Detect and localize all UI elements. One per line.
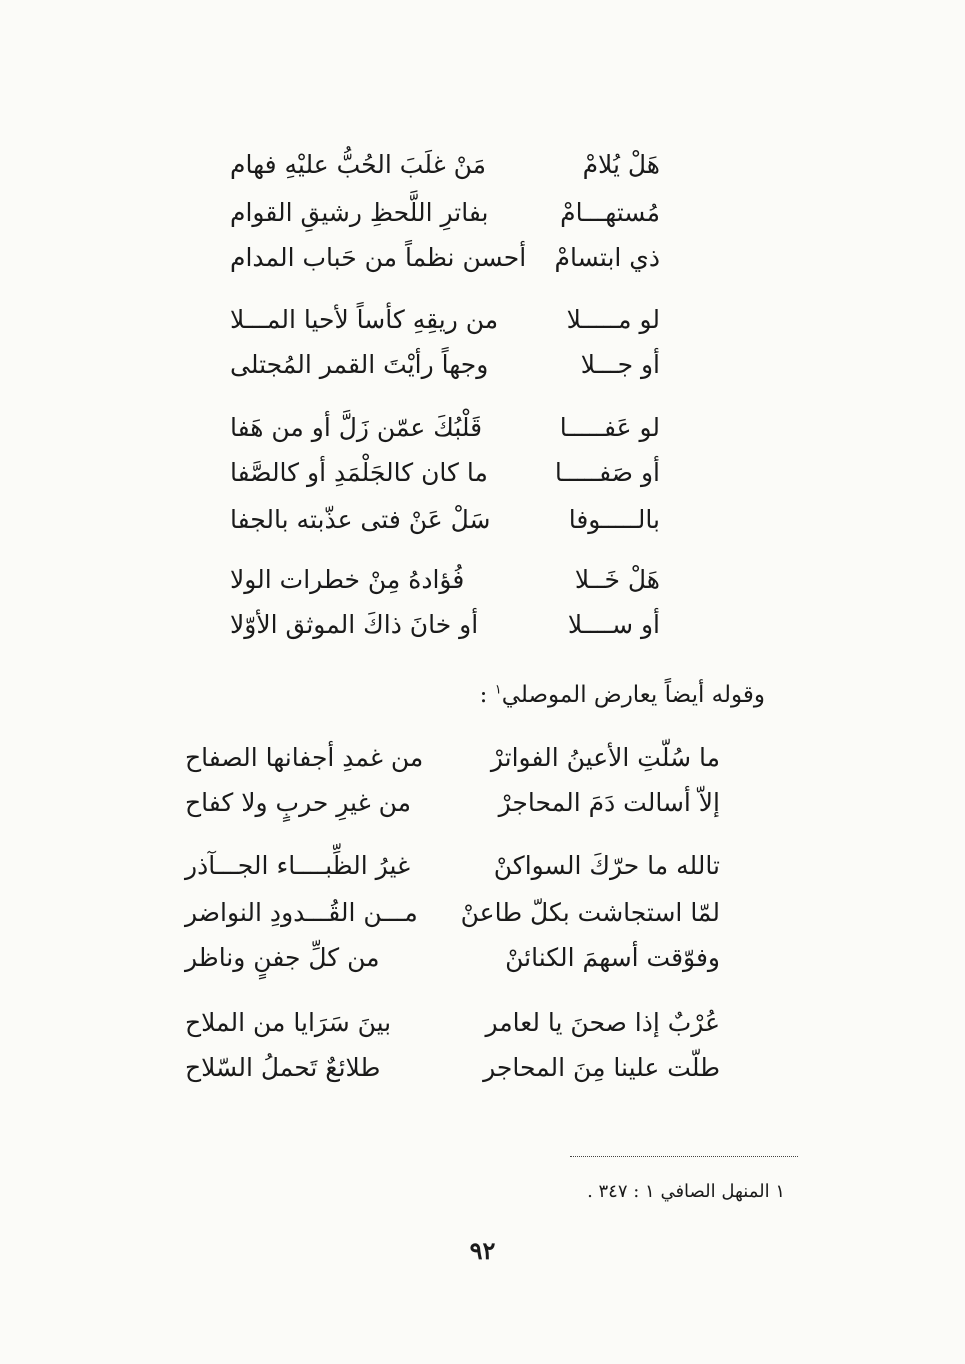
verse-first-hemistich: ما سُلّتِ الأعينُ الفواترْ bbox=[490, 743, 720, 772]
footnote-reference: ١ bbox=[494, 682, 502, 698]
verse-second-hemistich: من غمدِ أجفانها الصفاح bbox=[185, 743, 424, 772]
verse-first-hemistich: طلّت علينا مِنَ المحاجر bbox=[483, 1053, 720, 1082]
verse-first-hemistich: لمّا استجاشت بكلّ طاعنْ bbox=[460, 898, 720, 927]
verse-second-hemistich: من ريقِهِ كأساً لأحيا المـــلا bbox=[230, 305, 499, 334]
verse-second-hemistich: فُؤادهُ مِنْ خطرات الولا bbox=[230, 565, 465, 594]
verse-second-hemistich: طلائعٌ تَحملُ السّلاح bbox=[185, 1053, 381, 1082]
page-number: ٩٢ bbox=[469, 1236, 496, 1265]
verse-second-hemistich: أحسن نظماً من حَباب المدام bbox=[230, 243, 527, 272]
verse-second-hemistich: بينَ سَرَايا من الملاح bbox=[185, 1008, 392, 1037]
intro-colon: : bbox=[479, 682, 495, 708]
verse-first-hemistich: تالله ما حرّكَ السواكنْ bbox=[493, 851, 720, 880]
verse-second-hemistich: أو خانَ ذاكَ الموثق الأوّلا bbox=[230, 610, 479, 639]
footnote: ١ المنهل الصافي ١ : ٣٤٧ . bbox=[587, 1181, 785, 1202]
verse-second-hemistich: غيرُ الظِّبــــاء الجـــآذر bbox=[185, 851, 411, 880]
verse-second-hemistich: بفاترِ اللَّحظِ رشيقِ القوام bbox=[230, 198, 489, 227]
verse-first-hemistich: أو جـــلا bbox=[580, 350, 660, 379]
verse-first-hemistich: وفوّقت أسهمَ الكنائنْ bbox=[505, 943, 720, 972]
verse-first-hemistich: عُرْبٌ إذا صحنَ يا لعامر bbox=[485, 1008, 720, 1037]
verse-first-hemistich: لو عَفـــــا bbox=[559, 413, 660, 442]
verse-first-hemistich: لو مـــــلا bbox=[566, 305, 660, 334]
footnote-divider bbox=[570, 1156, 798, 1157]
intro-text: وقوله أيضاً يعارض الموصلي bbox=[501, 682, 765, 708]
verse-second-hemistich: وجهاً رأيْتَ القمر المُجتلى bbox=[230, 350, 489, 379]
verse-first-hemistich: مُستهـــامْ bbox=[560, 198, 660, 227]
verse-second-hemistich: سَلْ عَنْ فتى عذّبته بالجفا bbox=[230, 505, 491, 534]
verse-first-hemistich: ذي ابتسامْ bbox=[554, 243, 660, 272]
verse-second-hemistich: من غيرِ حربٍ ولا كفاح bbox=[185, 788, 412, 817]
verse-first-hemistich: أو ســــلا bbox=[567, 610, 660, 639]
verse-first-hemistich: هَلْ يُلامْ bbox=[582, 150, 660, 179]
verse-first-hemistich: بالـــــوفا bbox=[568, 505, 660, 534]
verse-second-hemistich: مـــن القُـــدودِ النواضر bbox=[185, 898, 418, 927]
verse-second-hemistich: مَنْ غلَبَ الحُبُّ عليْهِ فهام bbox=[230, 150, 487, 179]
verse-first-hemistich: إلاّ أسالت دَمَ المحاجرْ bbox=[498, 788, 720, 817]
verse-first-hemistich: هَلْ خَــلا bbox=[574, 565, 660, 594]
verse-second-hemistich: قَلْبُكَ عمّن زَلَّ أو من هَفا bbox=[230, 413, 483, 442]
verse-first-hemistich: أو صَفـــــا bbox=[554, 458, 660, 487]
verse-second-hemistich: من كلِّ جفنٍ وناظر bbox=[185, 943, 380, 972]
intro-line bbox=[480, 682, 765, 708]
verse-second-hemistich: ما كان كالجَلْمَدِ أو كالصَّفا bbox=[230, 458, 488, 487]
